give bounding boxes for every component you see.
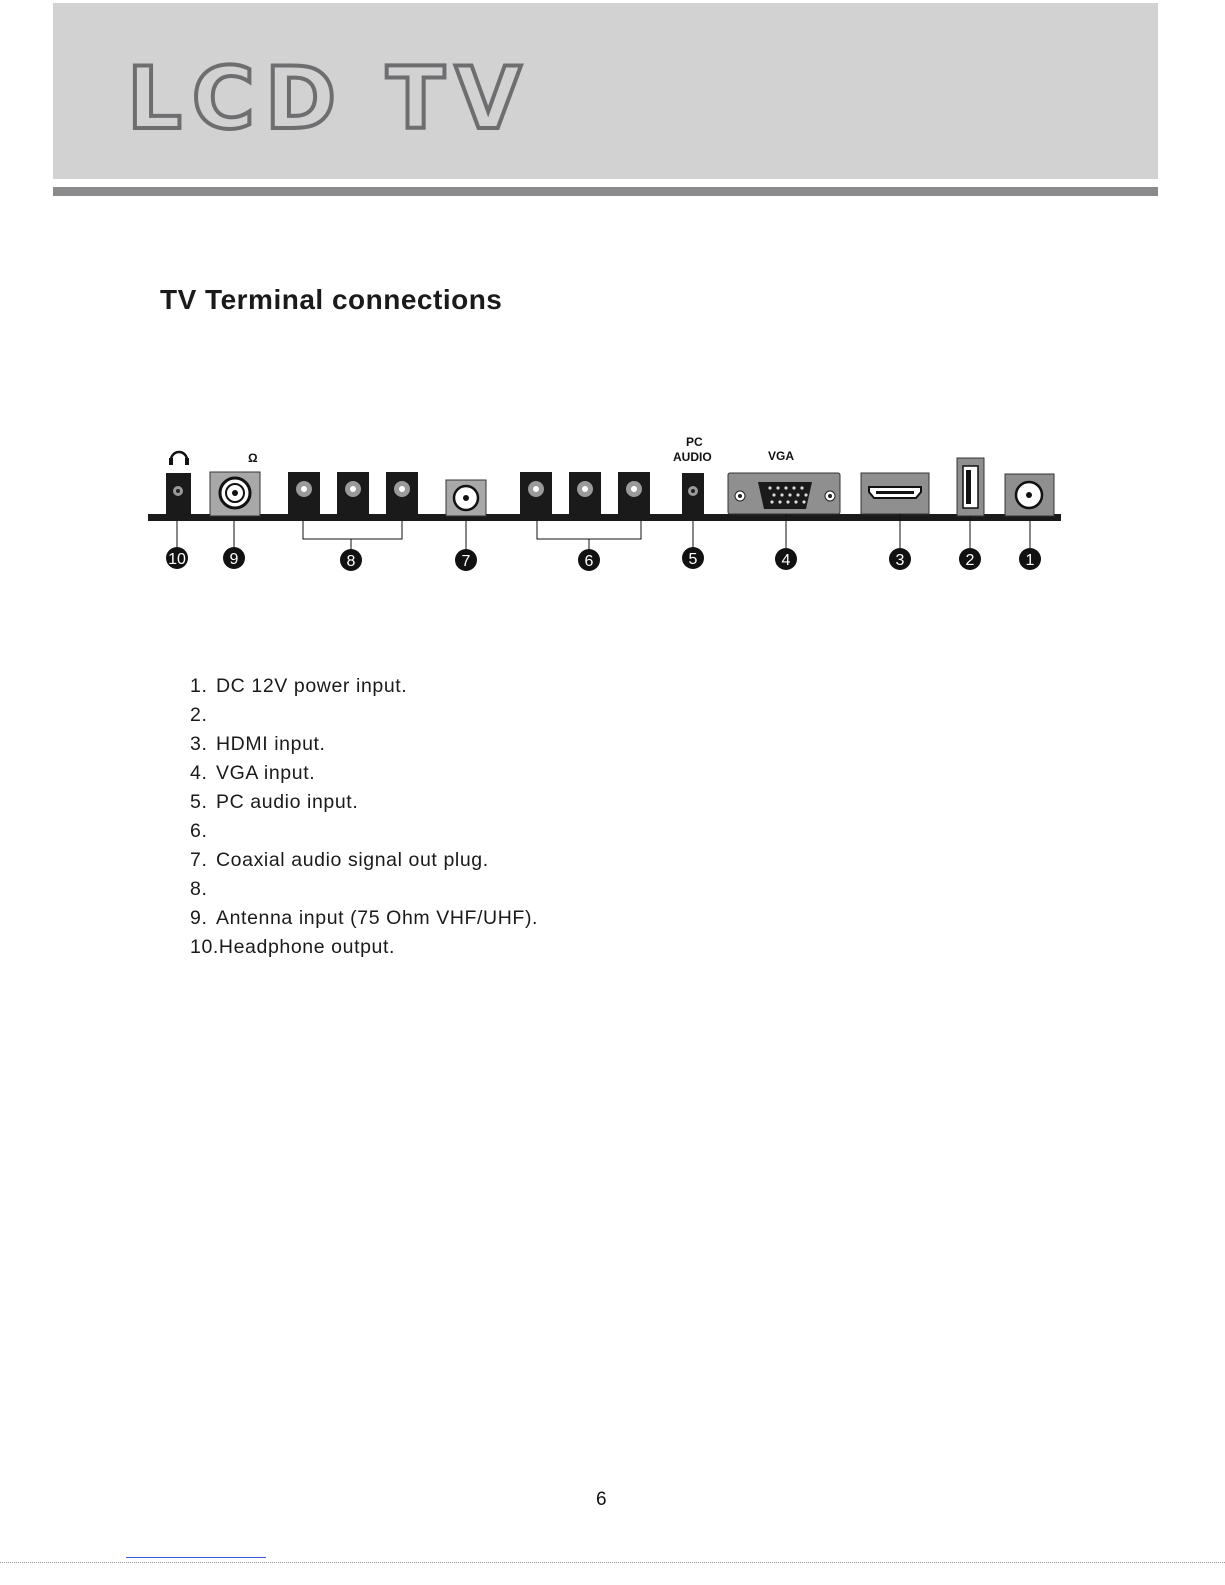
list-item: 7. Coaxial audio signal out plug. (190, 849, 489, 871)
pc-audio-jack (682, 473, 704, 516)
antenna-jack (210, 472, 260, 516)
callout-badge-6 (578, 549, 600, 571)
svg-text:1: 1 (1025, 552, 1035, 569)
footer-dotted-rule (0, 1562, 1225, 1563)
list-item: 3. HDMI input. (190, 733, 326, 755)
callout-badge-1 (1019, 548, 1041, 570)
list-item: 2. (190, 704, 208, 726)
vga-label: VGA (768, 449, 795, 463)
callout-badge-2 (959, 548, 981, 570)
svg-text:8: 8 (346, 553, 356, 570)
page-number: 6 (596, 1489, 607, 1510)
header-rule (53, 187, 1158, 196)
pc-audio-label-line1: PC (686, 435, 703, 449)
antenna-symbol-label: Ω (248, 451, 258, 465)
svg-text:10: 10 (168, 551, 186, 568)
svg-text:5: 5 (688, 551, 698, 568)
headphone-icon (169, 452, 189, 465)
dc-power-jack (1005, 474, 1054, 516)
callout-badge-9 (223, 547, 245, 569)
callout-badge-3 (889, 548, 911, 570)
coaxial-jack (446, 480, 486, 516)
list-item: 8. (190, 878, 208, 900)
terminal-panel-diagram (0, 420, 1225, 580)
footer-underline (126, 1557, 266, 1558)
headphone-jack (166, 473, 191, 516)
svg-text:7: 7 (461, 553, 471, 570)
callout-badge-5 (682, 547, 704, 569)
vga-port (728, 473, 840, 514)
list-item: 4. VGA input. (190, 762, 316, 784)
list-item: 9. Antenna input (75 Ohm VHF/UHF). (190, 907, 539, 929)
svg-text:3: 3 (895, 552, 905, 569)
panel-base-bar (148, 514, 1061, 521)
component-input-8-jacks (288, 472, 418, 516)
section-title: TV Terminal connections (160, 284, 503, 315)
svg-text:2: 2 (965, 552, 975, 569)
callout-badge-10 (166, 547, 188, 569)
list-item: 5. PC audio input. (190, 791, 359, 813)
lcd-tv-logo (125, 58, 605, 144)
hdmi-port (861, 473, 929, 514)
svg-text:4: 4 (781, 552, 791, 569)
callout-badge-8 (340, 549, 362, 571)
connection-list (190, 672, 538, 962)
svg-text:6: 6 (584, 553, 594, 570)
list-item: 10.Headphone output. (190, 936, 396, 958)
callout-badge-7 (455, 549, 477, 571)
pc-audio-label-line2: AUDIO (673, 450, 712, 464)
list-item: 6. (190, 820, 208, 842)
logo-text: LCD TV (127, 58, 532, 144)
usb-port (957, 458, 984, 516)
svg-text:9: 9 (229, 551, 239, 568)
component-input-6-jacks (520, 472, 650, 516)
list-item: 1. DC 12V power input. (190, 675, 408, 697)
callout-badge-4 (775, 548, 797, 570)
